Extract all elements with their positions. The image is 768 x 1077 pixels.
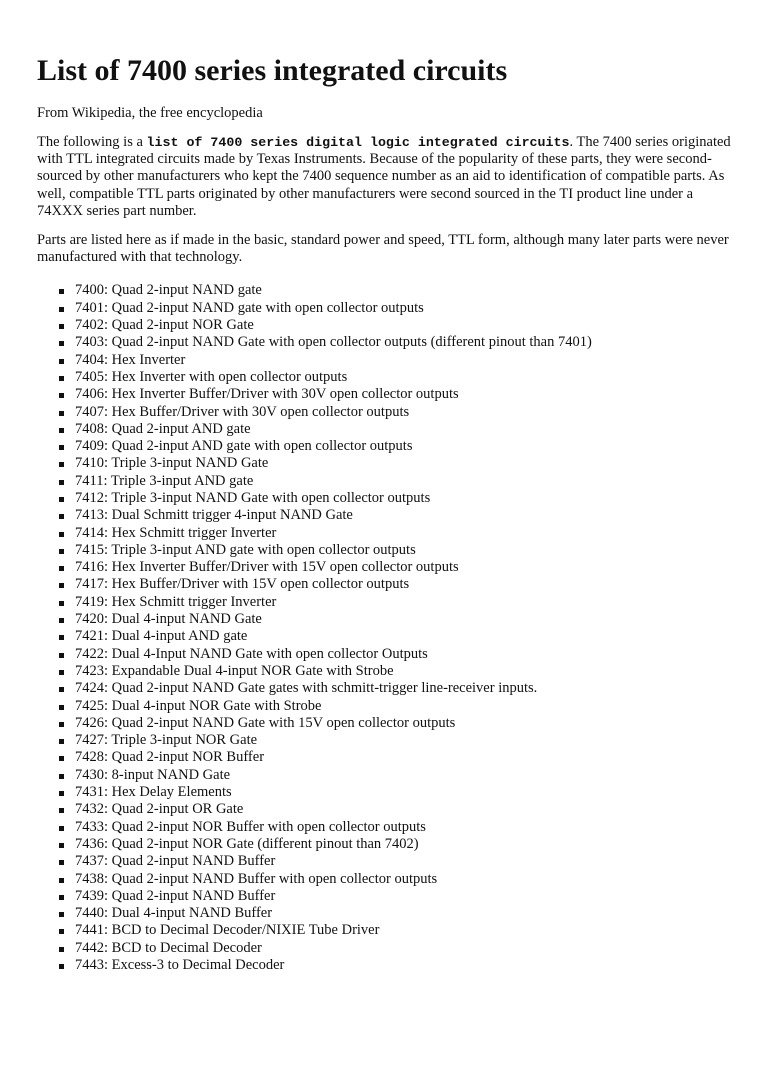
intro-suffix: . The 7400 series originated with TTL integrated circuits made by Texas Instruments. Because of the popularity of these parts, they were second-sourced by other manufacturers who kept the 7400 sequence number as an aid to identification of compatible parts. As well, compatible TTL parts originated by other manufacturers were second sourced in the TI product line under a 74XXX series part number. xyxy=(37,134,731,219)
list-item-text: 7400: Quad 2-input NAND gate xyxy=(75,282,262,299)
list-item-text: 7439: Quad 2-input NAND Buffer xyxy=(75,887,276,904)
square-bullet-icon xyxy=(59,947,64,952)
square-bullet-icon xyxy=(59,393,64,398)
list-item-text: 7410: Triple 3-input NAND Gate xyxy=(75,455,269,472)
list-item xyxy=(59,853,732,870)
list-item xyxy=(59,576,732,593)
list-item-text: 7436: Quad 2-input NOR Gate (different pinout than 7402) xyxy=(75,835,419,852)
list-item-text: 7440: Dual 4-input NAND Buffer xyxy=(75,905,273,922)
list-item-text: 7402: Quad 2-input NOR Gate xyxy=(75,317,254,334)
square-bullet-icon xyxy=(59,964,64,969)
list-item xyxy=(59,957,732,974)
list-item xyxy=(59,594,732,611)
list-item-text: 7417: Hex Buffer/Driver with 15V open collector outputs xyxy=(75,576,410,593)
square-bullet-icon xyxy=(59,566,64,571)
list-item xyxy=(59,628,732,645)
list-item-text: 7421: Dual 4-input AND gate xyxy=(75,628,248,645)
list-item xyxy=(59,352,732,369)
list-item xyxy=(59,369,732,386)
square-bullet-icon xyxy=(59,705,64,710)
note-paragraph: Parts are listed here as if made in the basic, standard power and speed, TTL form, although many later parts were never manufactured with that technology. xyxy=(37,232,729,266)
list-item-text: 7437: Quad 2-input NAND Buffer xyxy=(75,853,276,870)
list-item-text: 7443: Excess-3 to Decimal Decoder xyxy=(75,957,285,973)
square-bullet-icon xyxy=(59,376,64,381)
square-bullet-icon xyxy=(59,445,64,450)
square-bullet-icon xyxy=(59,462,64,467)
square-bullet-icon xyxy=(59,912,64,917)
list-item-text: 7408: Quad 2-input AND gate xyxy=(75,420,251,437)
list-item xyxy=(59,871,732,888)
list-item-text: 7431: Hex Delay Elements xyxy=(75,784,232,801)
square-bullet-icon xyxy=(59,514,64,519)
list-item-text: 7414: Hex Schmitt trigger Inverter xyxy=(75,524,277,541)
list-item-text: 7416: Hex Inverter Buffer/Driver with 15V open collector outputs xyxy=(75,559,459,576)
list-item xyxy=(59,940,732,957)
list-item-text: 7433: Quad 2-input NOR Buffer with open collector outputs xyxy=(75,818,426,835)
list-item xyxy=(59,611,732,628)
square-bullet-icon xyxy=(59,670,64,675)
square-bullet-icon xyxy=(59,307,64,312)
square-bullet-icon xyxy=(59,895,64,900)
list-item-text: 7428: Quad 2-input NOR Buffer xyxy=(75,749,265,766)
list-item xyxy=(59,300,732,317)
list-item-text: 7425: Dual 4-input NOR Gate with Strobe xyxy=(75,697,322,714)
list-item xyxy=(59,421,732,438)
list-item-text: 7430: 8-input NAND Gate xyxy=(75,766,231,783)
list-item xyxy=(59,404,732,421)
list-item xyxy=(59,905,732,922)
list-item-text: 7412: Triple 3-input NAND Gate with open collector outputs xyxy=(75,489,431,506)
list-item-text: 7409: Quad 2-input AND gate with open collector outputs xyxy=(75,438,413,455)
list-item xyxy=(59,749,732,766)
list-item-text: 7420: Dual 4-input NAND Gate xyxy=(75,611,262,628)
list-item xyxy=(59,282,732,299)
square-bullet-icon xyxy=(59,480,64,485)
square-bullet-icon xyxy=(59,722,64,727)
list-item-text: 7422: Dual 4-Input NAND Gate with open collector Outputs xyxy=(75,645,428,662)
list-item-text: 7405: Hex Inverter with open collector outputs xyxy=(75,368,348,385)
square-bullet-icon xyxy=(59,341,64,346)
list-item xyxy=(59,438,732,455)
list-item-text: 7427: Triple 3-input NOR Gate xyxy=(75,732,258,749)
list-item-text: 7413: Dual Schmitt trigger 4-input NAND Gate xyxy=(75,507,353,524)
square-bullet-icon xyxy=(59,756,64,761)
list-item-text: 7411: Triple 3-input AND gate xyxy=(75,472,254,489)
list-item xyxy=(59,525,732,542)
square-bullet-icon xyxy=(59,843,64,848)
square-bullet-icon xyxy=(59,791,64,796)
square-bullet-icon xyxy=(59,826,64,831)
list-item-text: 7442: BCD to Decimal Decoder xyxy=(75,939,262,956)
square-bullet-icon xyxy=(59,739,64,744)
list-item xyxy=(59,698,732,715)
list-item xyxy=(59,334,732,351)
list-item xyxy=(59,559,732,576)
list-item xyxy=(59,386,732,403)
list-item xyxy=(59,888,732,905)
page-title: List of 7400 series integrated circuits xyxy=(37,54,508,87)
list-item xyxy=(59,715,732,732)
list-item xyxy=(59,646,732,663)
square-bullet-icon xyxy=(59,878,64,883)
list-item xyxy=(59,680,732,697)
list-item-text: 7423: Expandable Dual 4-input NOR Gate with Strobe xyxy=(75,662,394,679)
list-item-text: 7406: Hex Inverter Buffer/Driver with 30V open collector outputs xyxy=(75,386,459,403)
square-bullet-icon xyxy=(59,324,64,329)
list-item xyxy=(59,922,732,939)
list-item xyxy=(59,836,732,853)
list-item xyxy=(59,663,732,680)
list-item-text: 7401: Quad 2-input NAND gate with open collector outputs xyxy=(75,299,424,316)
list-item xyxy=(59,473,732,490)
square-bullet-icon xyxy=(59,635,64,640)
list-item-text: 7403: Quad 2-input NAND Gate with open collector outputs (different pinout than 7401) xyxy=(75,334,592,351)
list-item xyxy=(59,490,732,507)
list-item-text: 7432: Quad 2-input OR Gate xyxy=(75,801,244,818)
intro-prefix: The following is a xyxy=(37,134,147,150)
list-item xyxy=(59,455,732,472)
list-item xyxy=(59,819,732,836)
list-item xyxy=(59,317,732,334)
square-bullet-icon xyxy=(59,601,64,606)
square-bullet-icon xyxy=(59,497,64,502)
square-bullet-icon xyxy=(59,687,64,692)
list-item-text: 7426: Quad 2-input NAND Gate with 15V open collector outputs xyxy=(75,714,456,731)
list-item-text: 7419: Hex Schmitt trigger Inverter xyxy=(75,593,277,610)
square-bullet-icon xyxy=(59,549,64,554)
list-item-text: 7424: Quad 2-input NAND Gate gates with schmitt-trigger line-receiver inputs. xyxy=(75,680,538,697)
list-item-text: 7415: Triple 3-input AND gate with open collector outputs xyxy=(75,541,416,558)
list-item-text: 7441: BCD to Decimal Decoder/NIXIE Tube Driver xyxy=(75,922,380,939)
square-bullet-icon xyxy=(59,359,64,364)
list-item xyxy=(59,801,732,818)
list-item-text: 7438: Quad 2-input NAND Buffer with open collector outputs xyxy=(75,870,438,887)
square-bullet-icon xyxy=(59,808,64,813)
list-item-text: 7407: Hex Buffer/Driver with 30V open collector outputs xyxy=(75,403,410,420)
square-bullet-icon xyxy=(59,860,64,865)
square-bullet-icon xyxy=(59,618,64,623)
square-bullet-icon xyxy=(59,411,64,416)
square-bullet-icon xyxy=(59,532,64,537)
list-item xyxy=(59,767,732,784)
square-bullet-icon xyxy=(59,774,64,779)
square-bullet-icon xyxy=(59,929,64,934)
list-item xyxy=(59,784,732,801)
list-item xyxy=(59,732,732,749)
square-bullet-icon xyxy=(59,583,64,588)
list-item-text: 7404: Hex Inverter xyxy=(75,351,186,368)
intro-link[interactable]: list of 7400 series digital logic integrated circuits xyxy=(146,135,570,150)
list-item xyxy=(59,507,732,524)
intro-paragraph xyxy=(37,134,732,220)
parts-list xyxy=(37,282,732,974)
square-bullet-icon xyxy=(59,653,64,658)
square-bullet-icon xyxy=(59,428,64,433)
document-page xyxy=(0,53,768,974)
square-bullet-icon xyxy=(59,289,64,294)
source-line: From Wikipedia, the free encyclopedia xyxy=(37,105,263,121)
list-item xyxy=(59,542,732,559)
